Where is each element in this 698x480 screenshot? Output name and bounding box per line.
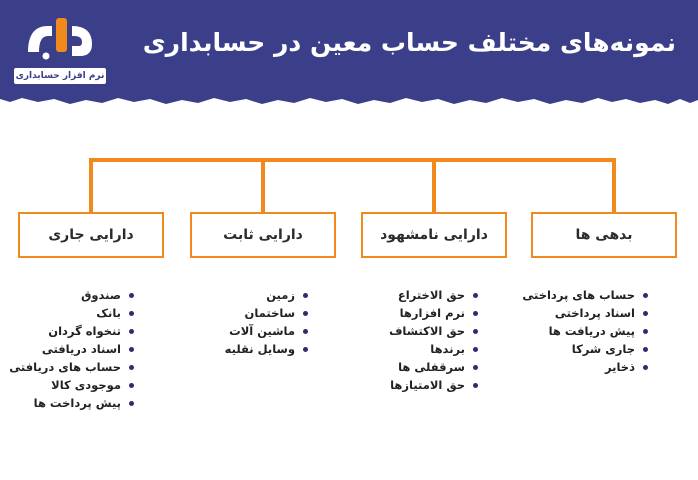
list-item: وسایل نقلیه: [225, 340, 308, 358]
category-box-current-assets: دارایی جاری: [18, 212, 164, 258]
list-item: پیش دریافت ها: [522, 322, 648, 340]
bullet-icon: [129, 401, 134, 406]
logo-text: نرم افزار حسابداری: [14, 68, 106, 84]
list-item: زمین: [225, 286, 308, 304]
bullet-icon: [303, 311, 308, 316]
list-item: تنخواه گردان: [9, 322, 134, 340]
bullet-icon: [643, 311, 648, 316]
list-item: ساختمان: [225, 304, 308, 322]
bullet-icon: [473, 329, 478, 334]
list-item: بانک: [9, 304, 134, 322]
list-item: نرم افزارها: [389, 304, 478, 322]
list-item: سرقفلی ها: [389, 358, 478, 376]
category-box-intangible-assets: دارایی نامشهود: [361, 212, 507, 258]
items-list-fixed-assets: [225, 286, 308, 358]
category-box-fixed-assets: دارایی ثابت: [190, 212, 336, 258]
items-list-current-assets: [9, 286, 134, 412]
bullet-icon: [643, 365, 648, 370]
bullet-icon: [129, 365, 134, 370]
list-item: موجودی کالا: [9, 376, 134, 394]
list-item: اسناد پرداختی: [522, 304, 648, 322]
list-item: ذخایر: [522, 358, 648, 376]
category-box-liabilities: بدهی ها: [531, 212, 677, 258]
bullet-icon: [473, 383, 478, 388]
list-item: حق الامتیازها: [389, 376, 478, 394]
bullet-icon: [643, 347, 648, 352]
bullet-icon: [643, 293, 648, 298]
list-item: حساب های پرداختی: [522, 286, 648, 304]
list-item: صندوق: [9, 286, 134, 304]
list-item: جاری شرکا: [522, 340, 648, 358]
items-list-intangible-assets: [389, 286, 478, 394]
bullet-icon: [303, 293, 308, 298]
bullet-icon: [129, 383, 134, 388]
list-item: ماشین آلات: [225, 322, 308, 340]
list-item: برندها: [389, 340, 478, 358]
bullet-icon: [473, 293, 478, 298]
bullet-icon: [643, 329, 648, 334]
bullet-icon: [129, 347, 134, 352]
bullet-icon: [303, 347, 308, 352]
list-item: حساب های دریافتی: [9, 358, 134, 376]
bullet-icon: [303, 329, 308, 334]
page-title: نمونه‌های مختلف حساب معین در حسابداری: [142, 28, 676, 57]
bullet-icon: [473, 365, 478, 370]
bullet-icon: [129, 293, 134, 298]
bullet-icon: [129, 329, 134, 334]
list-item: حق الاکتشاف: [389, 322, 478, 340]
list-item: اسناد دریافتی: [9, 340, 134, 358]
list-item: پیش پرداخت ها: [9, 394, 134, 412]
bullet-icon: [129, 311, 134, 316]
bullet-icon: [473, 311, 478, 316]
list-item: حق الاختراع: [389, 286, 478, 304]
bullet-icon: [473, 347, 478, 352]
items-list-liabilities: [522, 286, 648, 376]
